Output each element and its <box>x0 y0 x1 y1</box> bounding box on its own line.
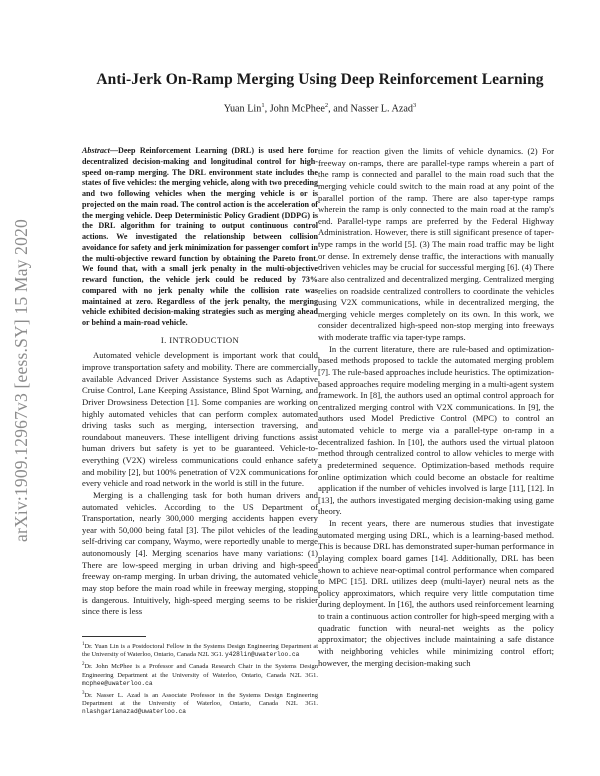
footnote-mark: 1 <box>82 642 85 647</box>
author-name: Nasser L. Azad <box>350 103 414 115</box>
paper-title: Anti-Jerk On-Ramp Merging Using Deep Reinforcement Learning <box>96 71 544 88</box>
author-affiliation-mark: 1 <box>261 102 265 109</box>
body-paragraph: In recent years, there are numerous studies that investigate automated merging using DRL, which is a learning-based method. This is because DRL has demonstrated super-human performance in playing complex board games [14]. Additionally, DRL has been shown to achieve near-optimal control performance when compared to MPC [15]. DRL utilizes deep (multi-layer) neural nets as the policy approximators, which require very little computation time during deployment. In [16], the authors used reinforcement learning to train a continuous action controller for high-speed merging with a quadratic function with neural-net weights as the policy approximator; the objectives include maintaining a safe distance with neighboring vehicles while minimizing control effort; however, the merging decision-making such <box>318 518 555 668</box>
footnote-text: Dr. John McPhee is a Professor and Canada Research Chair in the Systems Design Engineering Department at the University of Waterloo, Ontario, Canada N2L 3G1. <box>82 663 318 679</box>
footnote-text: Dr. Yuan Lin is a Postdoctoral Fellow in the Systems Design Engineering Department at the University of Waterloo, Ontario, Canada N2L 3G1. <box>82 643 318 659</box>
footnote <box>82 690 318 716</box>
footnote-mark: 3 <box>82 690 85 696</box>
section-heading-introduction: I. INTRODUCTION <box>160 334 240 345</box>
arxiv-identifier-text: arXiv:1909.12967v3 [eess.SY] 15 May 2020 <box>10 218 31 542</box>
author-name: Yuan Lin <box>223 103 262 115</box>
author-separator: , <box>264 103 270 115</box>
author-separator: , and <box>328 103 351 115</box>
abstract-lead: Abstract <box>82 146 110 155</box>
footnote-email: nlashgarianazad@uwaterloo.ca <box>82 708 186 716</box>
author-list <box>40 102 600 114</box>
left-column <box>82 146 318 618</box>
footnote-mark: 2 <box>82 662 85 668</box>
footnotes <box>82 636 318 718</box>
footnote <box>82 661 318 687</box>
abstract-text: —Deep Reinforcement Learning (DRL) is used here for decentralized decision-making and longitudinal control for high-speed on-ramp merging. The DRL environment state includes the states of five vehicles: the merging vehicle, along with two preceding and two following vehicles when the merging vehicle is or is projected on the main road. The control action is the acceleration of the merging vehicle. Deep Deterministic Policy Gradient (DDPG) is the DRL algorithm for training to output continuous control actions. We investigated the relationship between collision avoidance for safety and jerk minimization for passenger comfort in the multi-objective reward function by obtaining the Pareto front. We found that, with a small jerk penalty in the multi-objective reward function, the vehicle jerk could be reduced by 73% compared with no jerk penalty while the collision rate was maintained at zero. Regardless of the jerk penalty, the merging vehicle exhibited decision-making strategies such as merging ahead or behind a main-road vehicle. <box>82 146 318 327</box>
footnote-text: Dr. Nasser L. Azad is an Associate Professor in the Systems Design Engineering Department at the University of Waterloo, Ontario, Canada N2L 3G1. <box>82 691 318 707</box>
body-paragraph: In the current literature, there are rule-based and optimization-based methods proposed to tackle the automated merging problem [7]. The rule-based approaches include heuristics. The optimization-based approaches require modeling merging in a multi-agent system framework. In [8], the authors used an optimal control approach for centralized merging control with V2X communications. In [9], the authors used Model Predictive Control (MPC) to control an automated vehicle to merge via a parallel-type on-ramp in a decentralized fashion. In [10], the authors used the virtual platoon method through centralized control to allow vehicles to merge with a predetermined sequence. Optimization-based methods require online optimization which could become an obstacle for realtime application if the number of vehicles involved is large [11], [12]. In [13], the authors investigated merging decision-making using game theory. <box>318 343 554 517</box>
footnote-divider <box>82 636 146 637</box>
arxiv-identifier-stamp <box>4 200 38 560</box>
body-paragraph: Automated vehicle development is important work that could improve transportation safety and mobility. There are commercially available Advanced Driver Assistance Systems such as Adaptive Cruise Control, Lane Keeping Assistance, Blind Spot Warning, and Driver Drowsiness Detection [1]. Some companies are working on highly automated vehicles that can perform complex automated driving tasks such as merging, intersection traversing, and roundabout maneuvers. These intelligent driving functions assist human drivers but safety is yet to be guaranteed. Vehicle-to-everything (V2X) wireless communications could enhance safety and mobility [2], but 100% penetration of V2X communications for every vehicle and road network in the world is still in the future. <box>82 350 318 489</box>
author-name: John McPhee <box>269 103 325 115</box>
right-column <box>318 146 554 669</box>
author-affiliation-mark: 2 <box>324 102 329 109</box>
body-paragraph: Merging is a challenging task for both human drivers and automated vehicles. According to the US Department of Transportation, nearly 300,000 merging accidents happen every year with 50,000 being fatal [3]. The pilot vehicles of the leading self-driving car company, Waymo, were reportedly unable to merge autonomously [4]. Merging scenarios have many variations: (1) There are low-speed merging in urban driving and high-speed freeway on-ramp merging. In urban driving, the automated vehicle may stop before the main road while in freeway merging, stopping is dangerous. Intuitively, high-speed merging seems to be riskier since there is less <box>82 489 318 617</box>
footnote-email: y428lin@uwaterloo.ca <box>225 651 300 659</box>
footnote-email: mcphee@uwaterloo.ca <box>82 679 153 687</box>
footnote <box>82 641 318 659</box>
body-paragraph: time for reaction given the limits of vehicle dynamics. (2) For freeway on-ramps, there are parallel-type ramps wherein a part of the ramp is connected and parallel to the main road such that the merging vehicle could switch to the main road at any point of the parallel portion of the ramp. There are also taper-type ramps wherein the ramp is only connected to the main road at the ramp's end. Parallel-type ramps are preferred by the Federal Highway Administration. However, there is still significant presence of taper-type ramps in the world [5]. (3) The main road traffic may be light or dense. In extremely dense traffic, the interactions with manually driven vehicles may be crucial for successful merging [6]. (4) There are also centralized and decentralized merging. Centralized merging relies on roadside centralized controllers to coordinate the vehicles using V2X communications, while in decentralized merging, the merging vehicle merges completely on its own. In this work, we consider decentralized high-speed non-stop merging into freeways with moderate traffic via taper-type ramps. <box>318 146 554 342</box>
abstract <box>82 146 318 329</box>
author-affiliation-mark: 3 <box>413 102 417 109</box>
